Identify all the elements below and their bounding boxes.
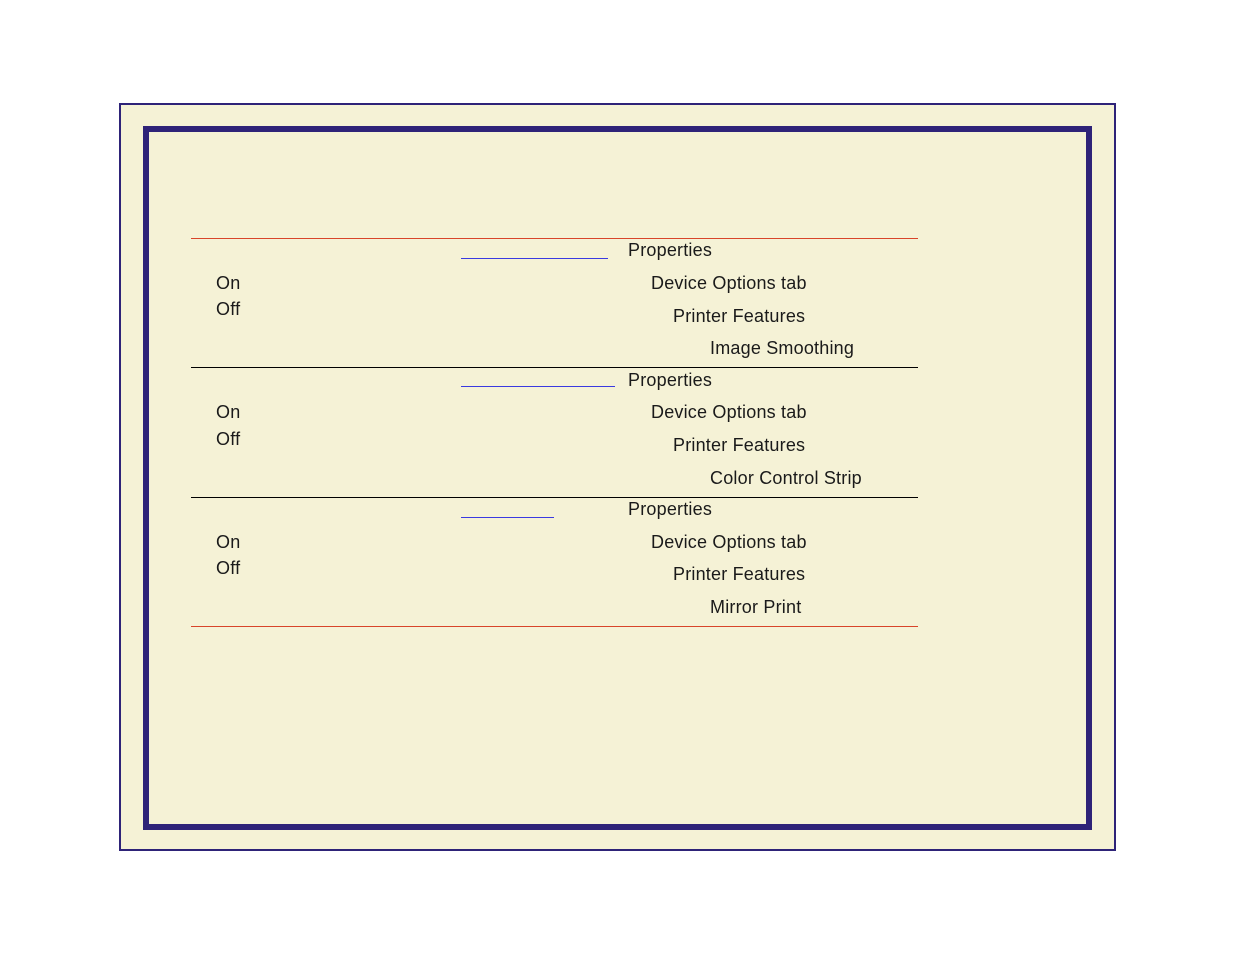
- table-top-rule: [191, 238, 918, 239]
- path-step-device-options-tab: Device Options tab: [651, 273, 807, 293]
- feature-link-underline[interactable]: [461, 517, 554, 518]
- path-step-printer-features: Printer Features: [673, 564, 806, 584]
- path-step-device-options-tab: Device Options tab: [651, 402, 807, 422]
- row-divider: [191, 367, 918, 368]
- option-on: On: [216, 532, 241, 552]
- option-off: Off: [216, 429, 241, 449]
- path-step-device-options-tab: Device Options tab: [651, 532, 807, 552]
- path-step-properties: Properties: [628, 370, 713, 390]
- path-step-properties: Properties: [628, 499, 713, 519]
- table-bottom-rule: [191, 626, 918, 627]
- feature-link-underline[interactable]: [461, 258, 608, 259]
- inner-frame: [143, 126, 1092, 830]
- option-on: On: [216, 402, 241, 422]
- path-step-setting: Color Control Strip: [710, 468, 862, 488]
- path-step-printer-features: Printer Features: [673, 435, 806, 455]
- row-divider: [191, 497, 918, 498]
- path-step-properties: Properties: [628, 240, 713, 260]
- option-off: Off: [216, 299, 241, 319]
- path-step-setting: Image Smoothing: [710, 338, 855, 358]
- path-step-setting: Mirror Print: [710, 597, 802, 617]
- path-step-printer-features: Printer Features: [673, 306, 806, 326]
- feature-link-underline[interactable]: [461, 386, 615, 387]
- option-off: Off: [216, 558, 241, 578]
- option-on: On: [216, 273, 241, 293]
